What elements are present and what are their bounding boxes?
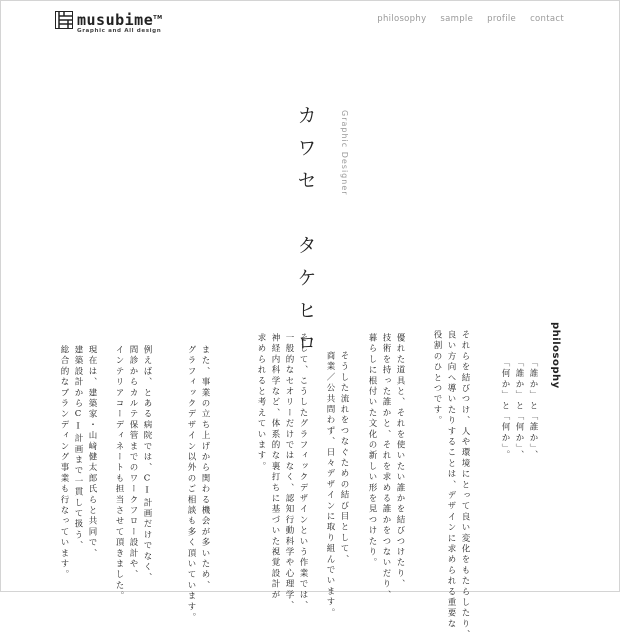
- trademark: TM: [153, 15, 163, 21]
- logo-name: musubime™: [77, 11, 163, 29]
- logo-mark-icon: [55, 11, 73, 29]
- paragraph-line: 優れた道具と、それを使いたい誰かを結びつけたり、: [395, 333, 405, 590]
- paragraph-line: 商業／公共問わず、日々デザインに取り組んでいます。: [325, 351, 335, 619]
- philosophy-paragraph-6: [184, 345, 212, 623]
- main-nav: [377, 14, 564, 24]
- nav-profile[interactable]: profile: [487, 14, 517, 24]
- paragraph-line: 技術を持った誰かと、それを求める誰かをつないだり、: [381, 333, 391, 601]
- logo-tagline: Graphic and All design: [77, 28, 162, 34]
- paragraph-line: 問診からカルテ保管までのワークフロー設計や、: [128, 345, 138, 581]
- paragraph-line: 例えば、とある病院では、CI計画だけでなく、: [142, 345, 152, 584]
- paragraph-line: 総合的なブランディング事業も行なっています。: [59, 345, 69, 581]
- paragraph-line: 神経内科学など、体系的な裏打ちに基づいた視覚設計が: [270, 333, 280, 601]
- paragraph-line: 「誰か」と「何か」、: [514, 358, 524, 461]
- philosophy-paragraph-4: [323, 351, 351, 619]
- paragraph-line: 一般的なセオリーだけではなく、認知行動科学や心理学、: [284, 333, 294, 612]
- paragraph-line: それらを結びつけ、人や環境にとって良い変化をもたらしたり、: [460, 330, 470, 640]
- paragraph-line: そうした流れをつなぐための結び目として、: [339, 351, 349, 565]
- paragraph-line: 暮らしに根付いた文化の新しい形を見つけたり。: [367, 333, 377, 569]
- paragraph-line: 役割のひとつです。: [432, 330, 442, 427]
- paragraph-line: 求められると考えています。: [256, 333, 266, 473]
- paragraph-line: 良い方向へ導いたりすることは、デザインに求められる重要な: [446, 330, 456, 630]
- paragraph-line: 「何か」と「何か」。: [500, 358, 510, 461]
- philosophy-paragraph-2: [430, 330, 472, 640]
- philosophy-paragraph-1: [498, 358, 540, 461]
- philosophy-paragraph-3: [365, 333, 407, 601]
- paragraph-line: インテリアコーディネートも担当させて頂きました。: [114, 345, 124, 602]
- designer-name: カワセ タケヒロ: [294, 105, 317, 365]
- philosophy-paragraph-8: [57, 345, 99, 580]
- nav-philosophy[interactable]: philosophy: [377, 14, 427, 24]
- section-label-philosophy: philosophy: [550, 322, 561, 389]
- philosophy-paragraph-7: [112, 345, 154, 602]
- paragraph-line: 「誰か」と「誰か」、: [528, 358, 538, 461]
- paragraph-line: そして、こうしたグラフィックデザインという作業では、: [298, 333, 308, 612]
- paragraph-line: 現在は、建築家・山﨑健太郎氏らと共同で、: [87, 345, 97, 559]
- paragraph-line: グラフィックデザイン以外のご相談も多く頂いています。: [186, 345, 196, 624]
- paragraph-line: 建築設計からCI計画まで一貫して扱う、: [73, 345, 83, 552]
- philosophy-paragraph-5: [254, 333, 310, 611]
- designer-subtitle: Graphic Designer: [340, 110, 349, 196]
- nav-contact[interactable]: contact: [530, 14, 564, 24]
- logo[interactable]: [55, 11, 163, 35]
- nav-sample[interactable]: sample: [440, 14, 474, 24]
- paragraph-line: また、事業の立ち上げから関わる機会が多いため、: [200, 345, 210, 592]
